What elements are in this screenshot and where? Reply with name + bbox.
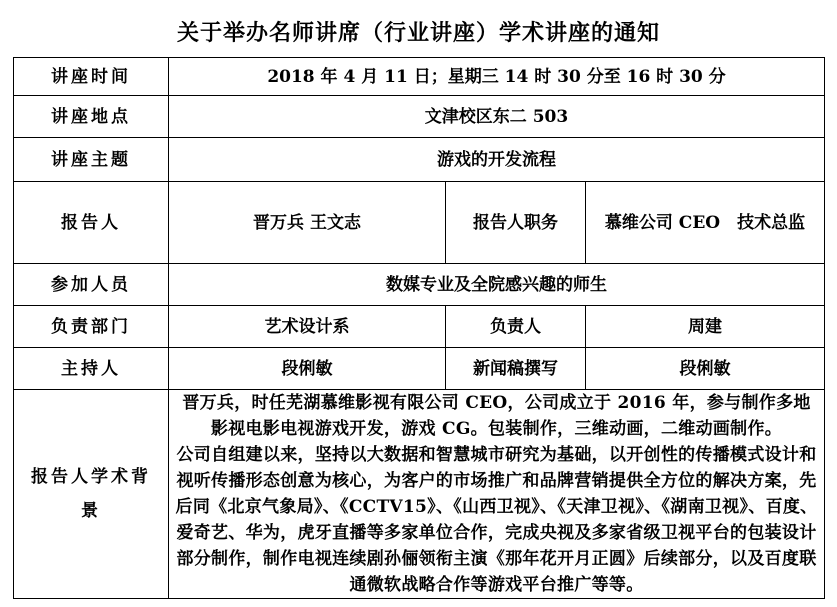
- owner-label: 负责人: [446, 306, 586, 348]
- attendees-value: 数媒专业及全院感兴趣的师生: [169, 264, 825, 306]
- row-speaker: [14, 182, 825, 264]
- owner-value: 周建: [586, 306, 825, 348]
- topic-label: 讲座主题: [14, 138, 169, 182]
- speaker-value: 晋万兵 王文志: [169, 182, 446, 264]
- dept-value: 艺术设计系: [169, 306, 446, 348]
- topic-value: 游戏的开发流程: [169, 138, 825, 182]
- dept-label: 负责部门: [14, 306, 169, 348]
- writer-value: 段俐敏: [586, 348, 825, 390]
- row-topic: [14, 138, 825, 182]
- writer-label: 新闻稿撰写: [446, 348, 586, 390]
- row-time: [14, 58, 825, 96]
- row-place: [14, 96, 825, 138]
- speaker-title-value: 慕维公司 CEO 技术总监: [586, 182, 825, 264]
- attendees-label: 参加人员: [14, 264, 169, 306]
- document-title: 关于举办名师讲席（行业讲座）学术讲座的通知: [176, 20, 660, 46]
- bio-content: [169, 390, 825, 599]
- place-value: 文津校区东二 503: [169, 96, 825, 138]
- row-attendees: [14, 264, 825, 306]
- host-value: 段俐敏: [169, 348, 446, 390]
- time-label: 讲座时间: [14, 58, 169, 96]
- row-dept: [14, 306, 825, 348]
- bio-paragraph-2: 公司自组建以来，坚持以大数据和智慧城市研究为基础，以开创性的传播模式设计和视听传播形态创意为核心，为客户的市场推广和品牌营销提供全方位的解决方案，先后同《北京气象局》、《CCTV15》、《山西卫视》、《天津卫视》、《湖南卫视》、百度、爱奇艺、华为，虎牙直播等多家单位合作，完成央视及多家省级卫视平台的包装设计部分制作，制作电视连续剧孙俪领衔主演《那年花开月正圆》后续部分，以及百度联通微软战略合作等游戏平台推广等等。: [175, 445, 818, 595]
- row-bio: [14, 390, 825, 599]
- speaker-label: 报告人: [14, 182, 169, 264]
- row-host: [14, 348, 825, 390]
- time-value: 2018 年 4 月 11 日；星期三 14 时 30 分至 16 时 30 分: [169, 58, 825, 96]
- place-label: 讲座地点: [14, 96, 169, 138]
- host-label: 主持人: [14, 348, 169, 390]
- bio-label: 报告人学术背景: [14, 390, 169, 599]
- lecture-info-table: [13, 57, 825, 599]
- bio-paragraph-1: 晋万兵，时任芜湖慕维影视有限公司 CEO，公司成立于 2016 年，参与制作多地影视电影电视游戏开发，游戏 CG。包装制作，三维动画，二维动画制作。: [182, 393, 811, 439]
- speaker-title-label: 报告人职务: [446, 182, 586, 264]
